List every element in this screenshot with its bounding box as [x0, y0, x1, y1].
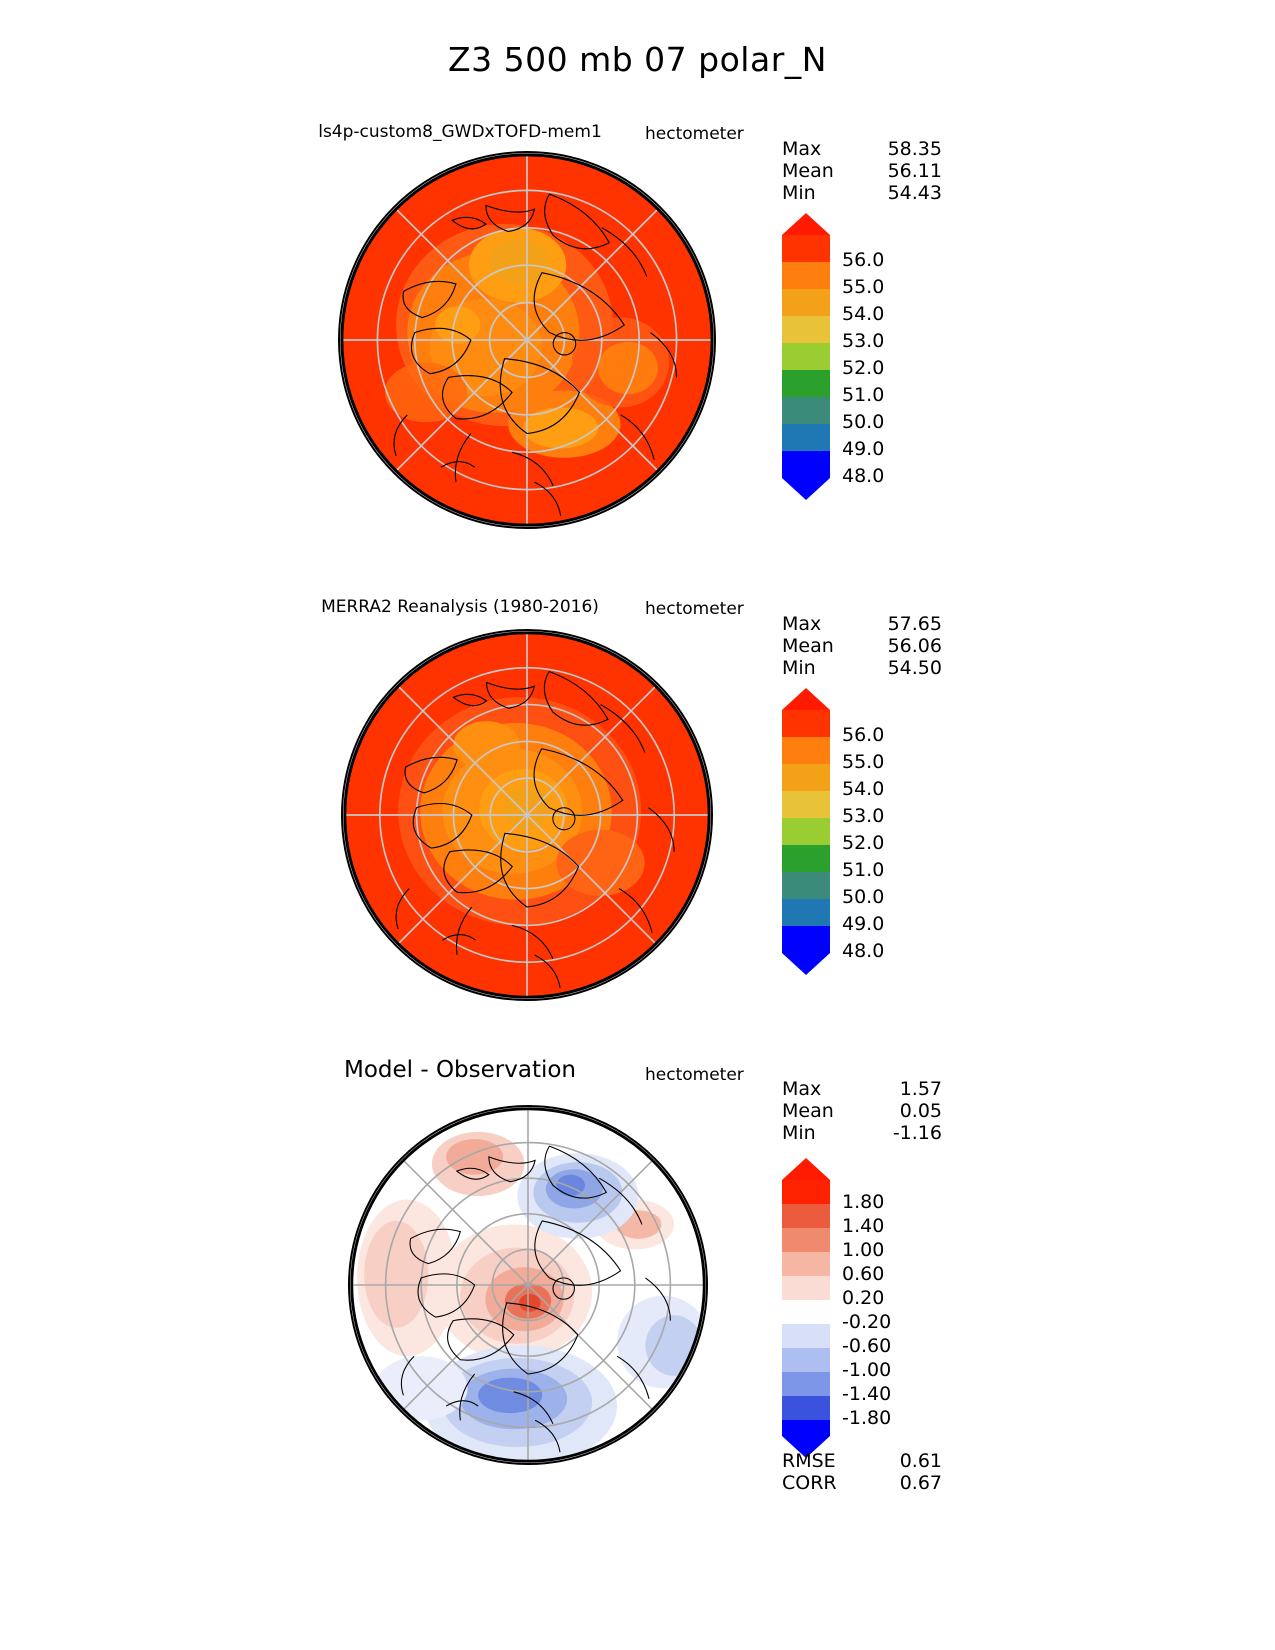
- colorbar-difference-body: [782, 1158, 830, 1458]
- panel-difference: [0, 1050, 1275, 1520]
- colorbar-tick: 52.0: [842, 832, 885, 854]
- colorbar-cap-top: [782, 213, 830, 235]
- score-value: 0.61: [899, 1450, 942, 1472]
- colorbar-seg: [782, 1300, 830, 1324]
- colorbar-seg: [782, 710, 830, 737]
- stat-value: 1.57: [899, 1078, 942, 1100]
- colorbar-seg: [782, 791, 830, 818]
- colorbar-seg: [782, 845, 830, 872]
- stat-row: [782, 1122, 942, 1144]
- polar-map-model: [338, 151, 716, 529]
- panel-observation-units: hectometer: [645, 599, 744, 619]
- colorbar-seg: [782, 737, 830, 764]
- panel-model: [0, 110, 1275, 550]
- colorbar-tick: 54.0: [842, 303, 885, 325]
- stat-value: 0.05: [899, 1100, 942, 1122]
- colorbar-tick: 48.0: [842, 940, 885, 962]
- colorbar-seg: [782, 899, 830, 926]
- colorbar-seg: [782, 289, 830, 316]
- stat-value: 57.65: [887, 613, 942, 635]
- stat-row: [782, 635, 942, 657]
- colorbar-tick: 1.80: [842, 1191, 885, 1213]
- colorbar-tick: 0.20: [842, 1287, 885, 1309]
- panel-model-units: hectometer: [645, 124, 744, 144]
- panel-model-stats: [782, 138, 942, 204]
- colorbar-seg: [782, 1180, 830, 1204]
- stat-row: [782, 657, 942, 679]
- panel-observation-stats: [782, 613, 942, 679]
- colorbar-seg: [782, 1204, 830, 1228]
- colorbar-tick: 55.0: [842, 751, 885, 773]
- score-label: RMSE: [782, 1450, 836, 1472]
- panel-difference-scores: [782, 1450, 942, 1494]
- stat-row: [782, 1100, 942, 1122]
- colorbar-tick: -0.20: [842, 1311, 892, 1333]
- colorbar-tick: 54.0: [842, 778, 885, 800]
- colorbar-seg: [782, 451, 830, 478]
- colorbar-seg: [782, 1276, 830, 1300]
- stat-value: 56.06: [887, 635, 942, 657]
- colorbar-tick: 51.0: [842, 859, 885, 881]
- colorbar-tick: -1.40: [842, 1383, 892, 1405]
- colorbar-seg: [782, 1324, 830, 1348]
- panel-difference-title: Model - Observation: [343, 1057, 577, 1083]
- colorbar-cap-top: [782, 688, 830, 710]
- stat-row: [782, 613, 942, 635]
- stat-row: [782, 160, 942, 182]
- colorbar-tick: 51.0: [842, 384, 885, 406]
- colorbar-seg: [782, 1420, 830, 1436]
- colorbar-tick: 1.00: [842, 1239, 885, 1261]
- score-row: [782, 1472, 942, 1494]
- colorbar-seg: [782, 1228, 830, 1252]
- score-label: CORR: [782, 1472, 837, 1494]
- panel-observation-title: MERRA2 Reanalysis (1980-2016): [321, 597, 599, 617]
- panel-difference-units: hectometer: [645, 1065, 744, 1085]
- colorbar-seg: [782, 1348, 830, 1372]
- panel-model-title: ls4p-custom8_GWDxTOFD-mem1: [318, 122, 602, 142]
- stat-row: [782, 138, 942, 160]
- colorbar-tick: 56.0: [842, 724, 885, 746]
- stat-value: -1.16: [892, 1122, 942, 1144]
- stat-label: Min: [782, 1122, 816, 1144]
- stat-value: 54.43: [887, 182, 942, 204]
- colorbar-tick: 50.0: [842, 411, 885, 433]
- stat-row: [782, 182, 942, 204]
- stat-label: Mean: [782, 1100, 834, 1122]
- stat-value: 56.11: [887, 160, 942, 182]
- panel-difference-map: [330, 1100, 725, 1470]
- stat-label: Mean: [782, 160, 834, 182]
- colorbar-seg: [782, 424, 830, 451]
- colorbar-seg: [782, 397, 830, 424]
- page-title: Z3 500 mb 07 polar_N: [448, 40, 827, 79]
- colorbar-tick: 56.0: [842, 249, 885, 271]
- score-row: [782, 1450, 942, 1472]
- stat-label: Max: [782, 613, 822, 635]
- colorbar-seg: [782, 872, 830, 899]
- score-value: 0.67: [899, 1472, 942, 1494]
- colorbar-seg: [782, 1252, 830, 1276]
- colorbar-tick: 1.40: [842, 1215, 885, 1237]
- colorbar-tick: 0.60: [842, 1263, 885, 1285]
- polar-map-difference: [348, 1105, 708, 1465]
- colorbar-seg: [782, 316, 830, 343]
- colorbar-seg: [782, 1396, 830, 1420]
- colorbar-tick: 49.0: [842, 438, 885, 460]
- panel-observation-map: [322, 625, 732, 1005]
- colorbar-seg: [782, 818, 830, 845]
- colorbar-seg: [782, 343, 830, 370]
- colorbar-observation-body: [782, 688, 830, 975]
- panel-model-map: [322, 150, 732, 530]
- colorbar-seg: [782, 764, 830, 791]
- colorbar-seg: [782, 926, 830, 953]
- stat-value: 54.50: [887, 657, 942, 679]
- colorbar-cap-bottom: [782, 478, 830, 500]
- colorbar-tick: 50.0: [842, 886, 885, 908]
- colorbar-tick: -1.80: [842, 1407, 892, 1429]
- colorbar-tick: 53.0: [842, 805, 885, 827]
- colorbar-cap-top: [782, 1158, 830, 1180]
- colorbar-seg: [782, 235, 830, 262]
- colorbar-tick: 55.0: [842, 276, 885, 298]
- stat-row: [782, 1078, 942, 1100]
- panel-observation: [0, 585, 1275, 1025]
- colorbar-seg: [782, 262, 830, 289]
- stat-value: 58.35: [887, 138, 942, 160]
- colorbar-cap-bottom: [782, 953, 830, 975]
- colorbar-tick: 49.0: [842, 913, 885, 935]
- colorbar-seg: [782, 370, 830, 397]
- colorbar-tick: 48.0: [842, 465, 885, 487]
- polar-map-observation: [341, 629, 713, 1001]
- stat-label: Min: [782, 657, 816, 679]
- panel-difference-stats: [782, 1078, 942, 1144]
- colorbar-tick: -1.00: [842, 1359, 892, 1381]
- stat-label: Max: [782, 138, 822, 160]
- colorbar-tick: 52.0: [842, 357, 885, 379]
- colorbar-tick: -0.60: [842, 1335, 892, 1357]
- colorbar-model-body: [782, 213, 830, 500]
- stat-label: Max: [782, 1078, 822, 1100]
- colorbar-seg: [782, 1372, 830, 1396]
- colorbar-tick: 53.0: [842, 330, 885, 352]
- stat-label: Mean: [782, 635, 834, 657]
- stat-label: Min: [782, 182, 816, 204]
